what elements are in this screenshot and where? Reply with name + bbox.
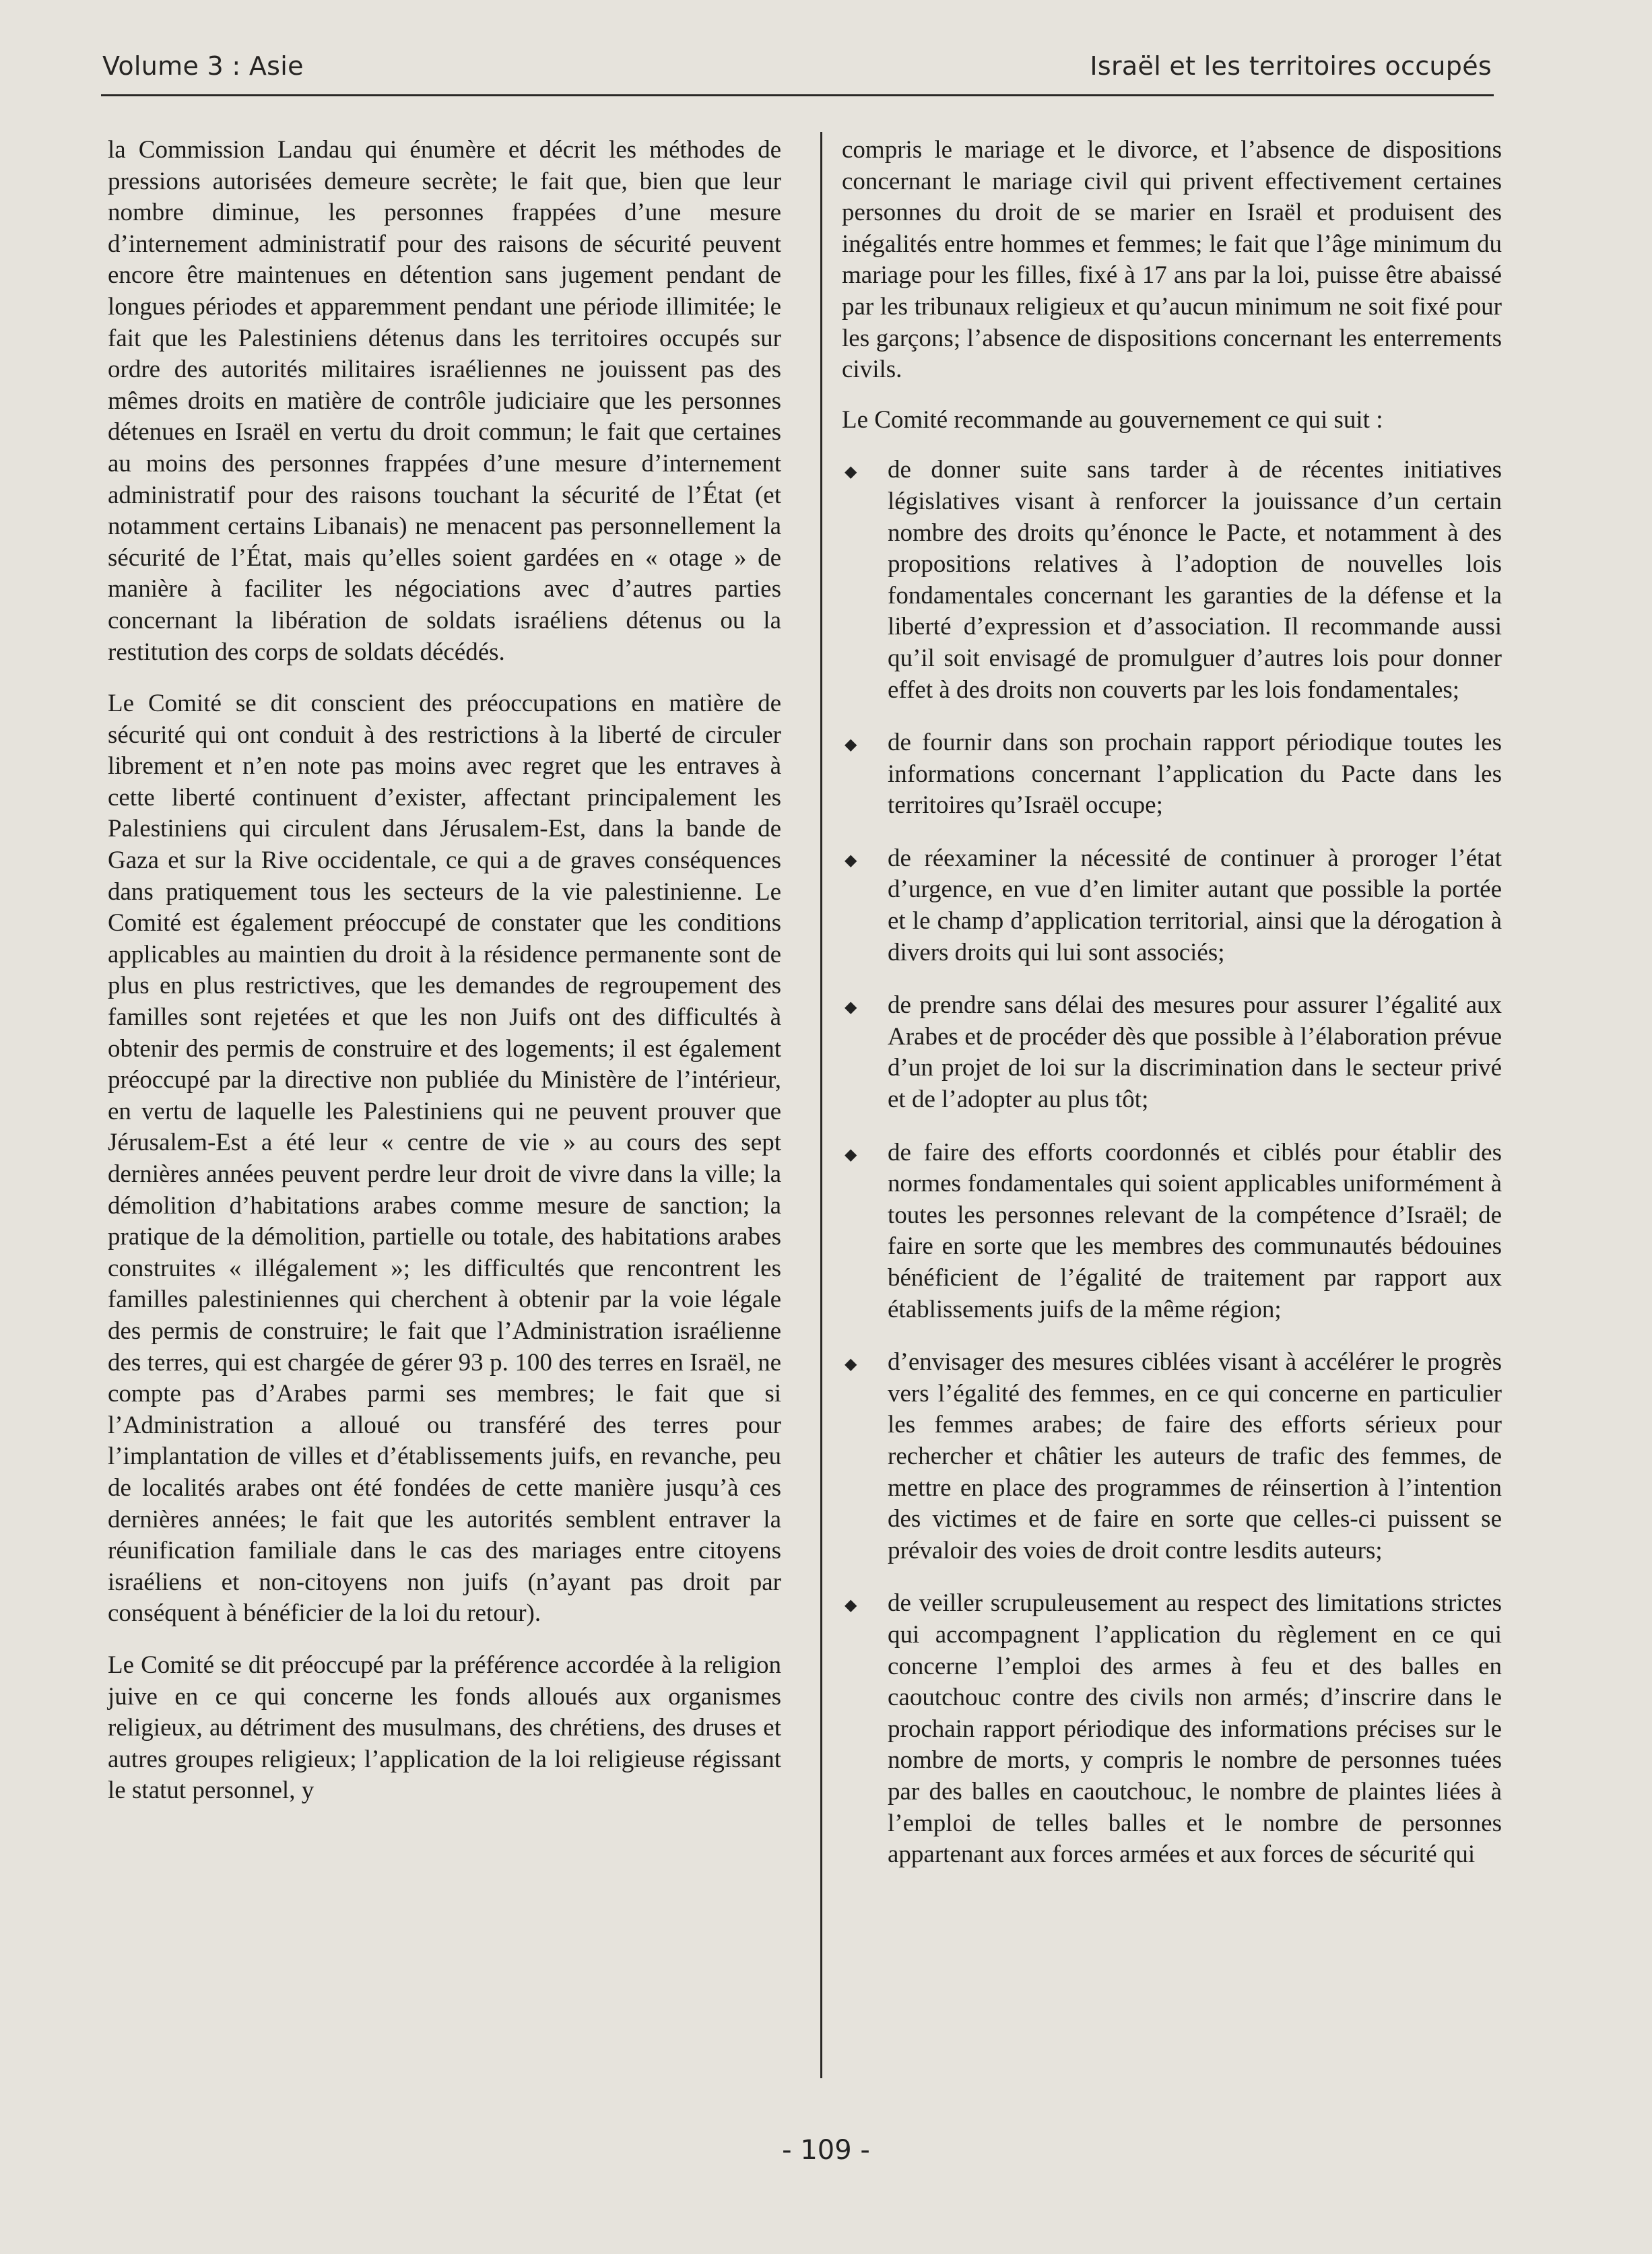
diamond-bullet-icon: ◆: [845, 997, 857, 1017]
recommendation-text: de réexaminer la nécessité de continuer à proroger l’état d’urgence, en vue d’en limiter autant que possible la portée et le champ d’application territorial, ainsi que la dérogation à divers droits qui lui sont associés;: [888, 844, 1502, 966]
recommendation-text: de veiller scrupuleusement au respect des limitations strictes qui accompagnent l’application du règlement en ce qui concerne l’emploi des armes à feu et des balles en caoutchouc contre des civils non armés; d’inscrire dans le prochain rapport périodique des informations précises sur le nombre de morts, y compris le nombre de personnes tuées par des balles en caoutchouc, le nombre de plaintes liées à l’emploi de telles balles et le nombre de personnes appartenant aux forces armées et aux forces de sécurité qui: [888, 1589, 1502, 1869]
list-item: [842, 1588, 1502, 1870]
running-header-volume: Volume 3 : Asie: [102, 51, 304, 81]
list-item: [842, 1137, 1502, 1326]
left-column: [108, 135, 781, 1827]
list-item: [842, 727, 1502, 822]
recommendation-text: de fournir dans son prochain rapport périodique toutes les informations concernant l’application du Pacte dans les territoires qu’Israël occupe;: [888, 729, 1502, 820]
diamond-bullet-icon: ◆: [845, 1354, 857, 1374]
page-number: - 109 -: [782, 2135, 870, 2166]
recommendation-text: de faire des efforts coordonnés et ciblés pour établir des normes fondamentales qui soient applicables uniformément à toutes les personnes relevant de la compétence d’Israël; de faire en sorte que les membres des communautés bédouines bénéficient de l’égalité de traitement par rapport aux établissements juifs de la même région;: [888, 1138, 1502, 1323]
paragraph: Le Comité se dit préoccupé par la préférence accordée à la religion juive en ce qui concerne les fonds alloués aux organismes religieux, au détriment des musulmans, des chrétiens, des druses et autres groupes religieux; l’application de la loi religieuse régissant le statut personnel, y: [108, 1651, 781, 1805]
list-item: [842, 1347, 1502, 1566]
paragraph: compris le mariage et le divorce, et l’absence de dispositions concernant le mariage civil qui privent effectivement certaines personnes du droit de se marier en Israël et produisent des inégalités entre hommes et femmes; le fait que l’âge minimum du mariage pour les filles, fixé à 17 ans par la loi, puisse être abaissé par les tribunaux religieux et qu’aucun minimum ne soit fixé pour les garçons; l’absence de dispositions concernant les enterrements civils.: [842, 136, 1502, 384]
diamond-bullet-icon: ◆: [845, 1144, 857, 1164]
right-column: [842, 135, 1502, 1892]
paragraph: la Commission Landau qui énumère et décrit les méthodes de pressions autorisées demeure secrète; le fait que, bien que leur nombre diminue, les personnes frappées d’une mesure d’internement administratif pour des raisons de sécurité peuvent encore être maintenues en détention sans jugement pendant de longues périodes et apparemment pendant une période illimitée; le fait que les Palestiniens détenus dans les territoires occupés sur ordre des autorités militaires israéliennes ne jouissent pas des mêmes droits en matière de contrôle judiciaire que les personnes détenues en Israël en vertu du droit commun; le fait que certaines au moins des personnes frappées d’une mesure d’internement administratif pour des raisons touchant la sécurité de l’État (et notamment certains Libanais) ne menacent pas personnellement la sécurité de l’État, mais qu’elles soient gardées en « otage » de manière à faciliter les négociations avec d’autres parties concernant la libération de soldats israéliens détenus ou la restitution des corps de soldats décédés.: [108, 136, 781, 666]
recommendations-list: [842, 455, 1502, 1870]
recommendation-text: de prendre sans délai des mesures pour assurer l’égalité aux Arabes et de procéder dès que possible à l’élaboration prévue d’un projet de loi sur la discrimination dans le secteur privé et de l’adopter au plus tôt;: [888, 991, 1502, 1114]
paragraph: Le Comité se dit conscient des préoccupations en matière de sécurité qui ont conduit à des restrictions à la liberté de circuler librement et n’en note pas moins avec regret que les entraves à cette liberté continuent d’exister, affectant principalement les Palestiniens qui circulent dans Jérusalem-Est, dans la bande de Gaza et sur la Rive occidentale, ce qui a de graves conséquences dans pratiquement tous les secteurs de la vie palestinienne. Le Comité est également préoccupé de constater que les conditions applicables au maintien du droit à la résidence permanente sont de plus en plus restrictives, que les demandes de regroupement des familles sont rejetées et que les non Juifs ont des difficultés à obtenir des permis de construire et des logements; il est également préoccupé par la directive non publiée du Ministère de l’intérieur, en vertu de laquelle les Palestiniens qui ne peuvent prouver que Jérusalem-Est a été leur « centre de vie » au cours des sept dernières années peuvent perdre leur droit de vivre dans la ville; la démolition d’habitations arabes comme mesure de sanction; la pratique de la démolition, partielle ou totale, des habitations arabes construites « illégalement »; les difficultés que rencontrent les familles palestiniennes qui cherchent à obtenir par la voie légale des permis de construire; le fait que l’Administration israélienne des terres, qui est chargée de gérer 93 p. 100 des terres en Israël, ne compte pas d’Arabes parmi ses membres; le fait que si l’Administration a alloué ou transféré des terres pour l’implantation de villes et d’établissements juifs, en revanche, peu de localités arabes ont été fondées de cette manière jusqu’à ces dernières années; le fait que les autorités semblent entraver la réunification familiale dans le cas des mariages entre citoyens israéliens et non-citoyens non juifs (n’ayant pas droit par conséquent à bénéficier de la loi du retour).: [108, 690, 781, 1628]
running-header-country: Israël et les territoires occupés: [1090, 51, 1492, 81]
header-rule: [101, 94, 1494, 96]
list-item: [842, 843, 1502, 968]
column-divider: [820, 132, 822, 2078]
recommendations-lead: Le Comité recommande au gouvernement ce qui suit :: [842, 405, 1383, 434]
diamond-bullet-icon: ◆: [845, 850, 857, 869]
diamond-bullet-icon: ◆: [845, 462, 857, 482]
recommendation-text: d’envisager des mesures ciblées visant à accélérer le progrès vers l’égalité des femmes, en ce qui concerne en particulier les femmes arabes; de faire des efforts sérieux pour rechercher et châtier les auteurs de trafic des femmes, de mettre en place des programmes de réinsertion à l’intention des victimes et de faire en sorte que celles-ci puissent se prévaloir des voies de droit contre lesdits auteurs;: [888, 1348, 1502, 1564]
diamond-bullet-icon: ◆: [845, 1595, 857, 1615]
diamond-bullet-icon: ◆: [845, 735, 857, 754]
list-item: [842, 455, 1502, 706]
recommendation-text: de donner suite sans tarder à de récentes initiatives législatives visant à renforcer la jouissance d’un certain nombre des droits qu’énonce le Pacte, et notamment à des propositions relatives à l’adoption de nouvelles lois fondamentales concernant les garanties de la défense et la liberté d’expression et d’association. Il recommande aussi qu’il soit envisagé de promulguer d’autres lois pour donner effet à des droits non couverts par les lois fondamentales;: [888, 456, 1502, 704]
list-item: [842, 990, 1502, 1115]
